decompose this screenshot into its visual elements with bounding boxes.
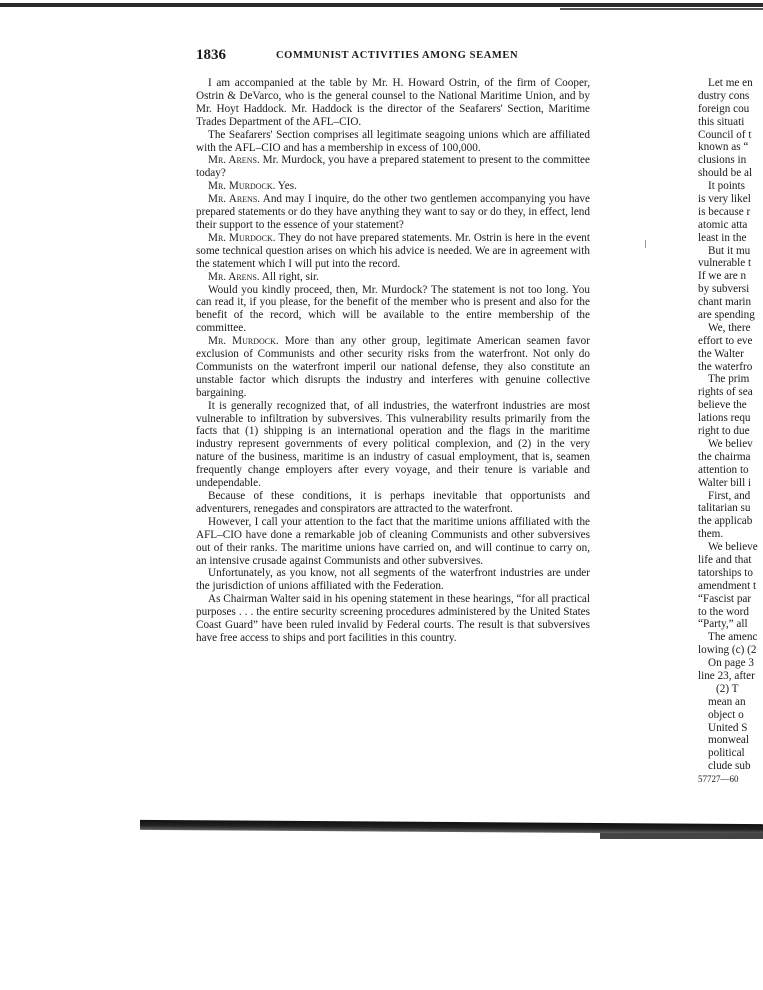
right-column-line: them. — [698, 528, 724, 541]
speaker-name: Mr. Arens. — [208, 270, 260, 283]
page-header — [196, 47, 596, 65]
right-column-line: 57727—60 — [698, 774, 739, 785]
right-column-line: monweal — [708, 734, 750, 747]
paragraph-text: As Chairman Walter said in his opening statement in these hearings, “for all practical purposes . . . the entire security screening procedures administered by the United States Coast Guard” have been ruled invalid by Federal courts. The result is that subversives have free access to ships and port facilities in this country. — [196, 593, 590, 644]
paragraph — [196, 232, 590, 271]
right-column-line: Walter bill i — [698, 476, 752, 489]
right-column-line: believe the — [698, 399, 747, 412]
top-rule — [0, 3, 763, 7]
speaker-name: Mr. Murdock. — [208, 335, 279, 348]
right-column-line: the waterfro — [698, 360, 753, 373]
right-column-line: foreign cou — [698, 102, 750, 115]
speaker-name: Mr. Arens. — [208, 154, 260, 167]
right-column-line: United S — [708, 721, 748, 734]
right-column-line: The amenc — [708, 631, 758, 644]
paragraph-text: They do not have prepared statements. Mr. Ostrin is here in the event some technical question arises on which his advice is needed. We are in agreement with the statement which I will put into the record. — [196, 231, 590, 270]
right-column-line: talitarian su — [698, 502, 751, 515]
top-rule-shadow — [560, 8, 763, 10]
paragraph — [196, 516, 590, 568]
speaker-name: Mr. Murdock. — [208, 231, 276, 244]
right-column-line: tatorships to — [698, 566, 754, 579]
right-column-line: mean an — [708, 695, 746, 708]
right-column-line: life and that — [698, 553, 752, 566]
paragraph-text: All right, sir. — [259, 270, 319, 283]
paragraph — [196, 593, 590, 645]
right-column-line: We believe — [708, 541, 758, 554]
right-column-line: dustry cons — [698, 89, 750, 102]
paragraph — [196, 271, 590, 284]
right-column-line: clude sub — [708, 760, 751, 773]
left-column-text — [196, 77, 590, 645]
paragraph-text: Would you kindly proceed, then, Mr. Murdock? The statement is not too long. You can read it, if you please, for the benefit of the member who is present and also for the benefit of the record, which will be available to the entire membership of the committee. — [196, 283, 590, 335]
right-column-line: line 23, after — [698, 669, 755, 682]
right-column-line: If we are n — [698, 270, 747, 283]
paragraph-text: Mr. Murdock, you have a prepared statement to present to the committee today? — [196, 154, 590, 180]
right-column-line: object o — [708, 708, 744, 721]
paragraph-text: Unfortunately, as you know, not all segments of the waterfront industries are under the jurisdiction of unions affiliated with the Federation. — [196, 567, 590, 593]
right-column-line: On page 3 — [708, 657, 754, 670]
running-head: COMMUNIST ACTIVITIES AMONG SEAMEN — [276, 50, 519, 61]
paragraph — [196, 567, 590, 593]
right-column-line: Council of t — [698, 128, 752, 141]
right-column-line: (2) T — [716, 682, 739, 695]
right-column-line: But it mu — [708, 244, 751, 257]
paragraph-text: Because of these conditions, it is perhaps inevitable that opportunists and adventurers, renegades and conspirators are attracted to the waterfront. — [196, 490, 590, 515]
right-column-line: atomic atta — [698, 218, 748, 231]
paragraph — [196, 77, 590, 129]
paragraph-text: It is generally recognized that, of all industries, the waterfront industries are most vulnerable to infiltration by subversives. This vulnerability results primarily from the facts that (1) shipping is an international operation and the flags in the maritime industry represent governments of every political complexion, and (2) in the very nature of the business, maritime is an industry of casual employment, that is, seamen frequently change employers after every voyage, and their tenure is variable and undependable. — [196, 399, 590, 490]
right-column-line: The prim — [708, 373, 750, 386]
right-column-line: lowing (c) (2 — [698, 644, 757, 657]
right-column-line: We believ — [708, 437, 753, 450]
right-column-line: lations requ — [698, 412, 751, 425]
right-column-line: chant marin — [698, 296, 752, 309]
right-column-line: clusions in — [698, 154, 747, 167]
speaker-name: Mr. Murdock. — [208, 180, 276, 193]
right-column-line: the Walter — [698, 347, 744, 360]
paragraph — [196, 400, 590, 490]
right-column-line: right to due — [698, 425, 750, 438]
right-column-line: by subversi — [698, 283, 750, 296]
right-column-line: are spending — [698, 309, 755, 322]
paragraph — [196, 335, 590, 400]
paragraph-text: And may I inquire, do the other two gentlemen accompanying you have prepared statements or do they have anything they want to say or do they, in effect, lend their support to the essence of your statement? — [196, 193, 590, 231]
paragraph — [196, 284, 590, 336]
paragraph-text: The Seafarers' Section comprises all legitimate seagoing unions which are affiliated with the AFL–CIO and has a membership in excess of 100,000. — [196, 128, 590, 154]
bottom-page-edge-shadow — [600, 833, 763, 839]
right-column-line: It points — [708, 180, 745, 193]
right-column-line: First, and — [708, 489, 751, 502]
margin-mark — [645, 240, 646, 248]
right-column-line: “Fascist par — [698, 592, 752, 605]
right-column-line: is because r — [698, 205, 751, 218]
right-column-line: “Party,” all — [698, 618, 748, 631]
paragraph-text: Yes. — [275, 180, 297, 193]
right-column-line: rights of sea — [698, 386, 753, 399]
right-column-line: political — [708, 747, 745, 760]
right-column-fragment — [698, 77, 763, 786]
right-column-line: vulnerable t — [698, 257, 752, 270]
paragraph — [196, 490, 590, 516]
paragraph-text: More than any other group, legitimate American seamen favor exclusion of Communists and other security risks from the waterfront. Not only do Communists on the waterfront imperil our national defense, they also constitute an unstable factor which disrupts the industry and interferes with genuine collective bargaining. — [196, 335, 590, 399]
paragraph-text: I am accompanied at the table by Mr. H. Howard Ostrin, of the firm of Cooper, Ostrin & DeVarco, who is the general counsel to the National Maritime Union, and by Mr. Hoyt Haddock. Mr. Haddock is the director of the Seafarers' Section, Maritime Trades Department of the AFL–CIO. — [196, 77, 590, 128]
right-column-line: least in the — [698, 231, 747, 244]
right-column-line: is very likel — [698, 193, 751, 206]
right-column-line: the applicab — [698, 515, 753, 528]
right-column-line: should be al — [698, 167, 753, 180]
right-column-line: the chairma — [698, 450, 751, 463]
right-column-line: to the word — [698, 605, 749, 618]
right-column-line: known as “ — [698, 141, 749, 154]
page-number: 1836 — [196, 47, 226, 63]
right-column-line: Let me en — [708, 77, 753, 89]
right-column-line: amendment t — [698, 579, 757, 592]
speaker-name: Mr. Arens. — [208, 193, 261, 206]
right-column-line: effort to eve — [698, 334, 753, 347]
paragraph — [196, 193, 590, 232]
paragraph-text: However, I call your attention to the fact that the maritime unions affiliated with the AFL–CIO have done a remarkable job of cleaning Communists and other subversives out of their ranks. The maritime unions have carried on, and will continue to carry on, an intensive crusade against Communists and other subversives. — [196, 515, 590, 567]
paragraph — [196, 180, 590, 193]
right-column-line: this situati — [698, 115, 745, 128]
right-column-line: attention to — [698, 463, 749, 476]
paragraph — [196, 154, 590, 180]
right-column-line: We, there — [708, 321, 751, 334]
paragraph — [196, 129, 590, 155]
